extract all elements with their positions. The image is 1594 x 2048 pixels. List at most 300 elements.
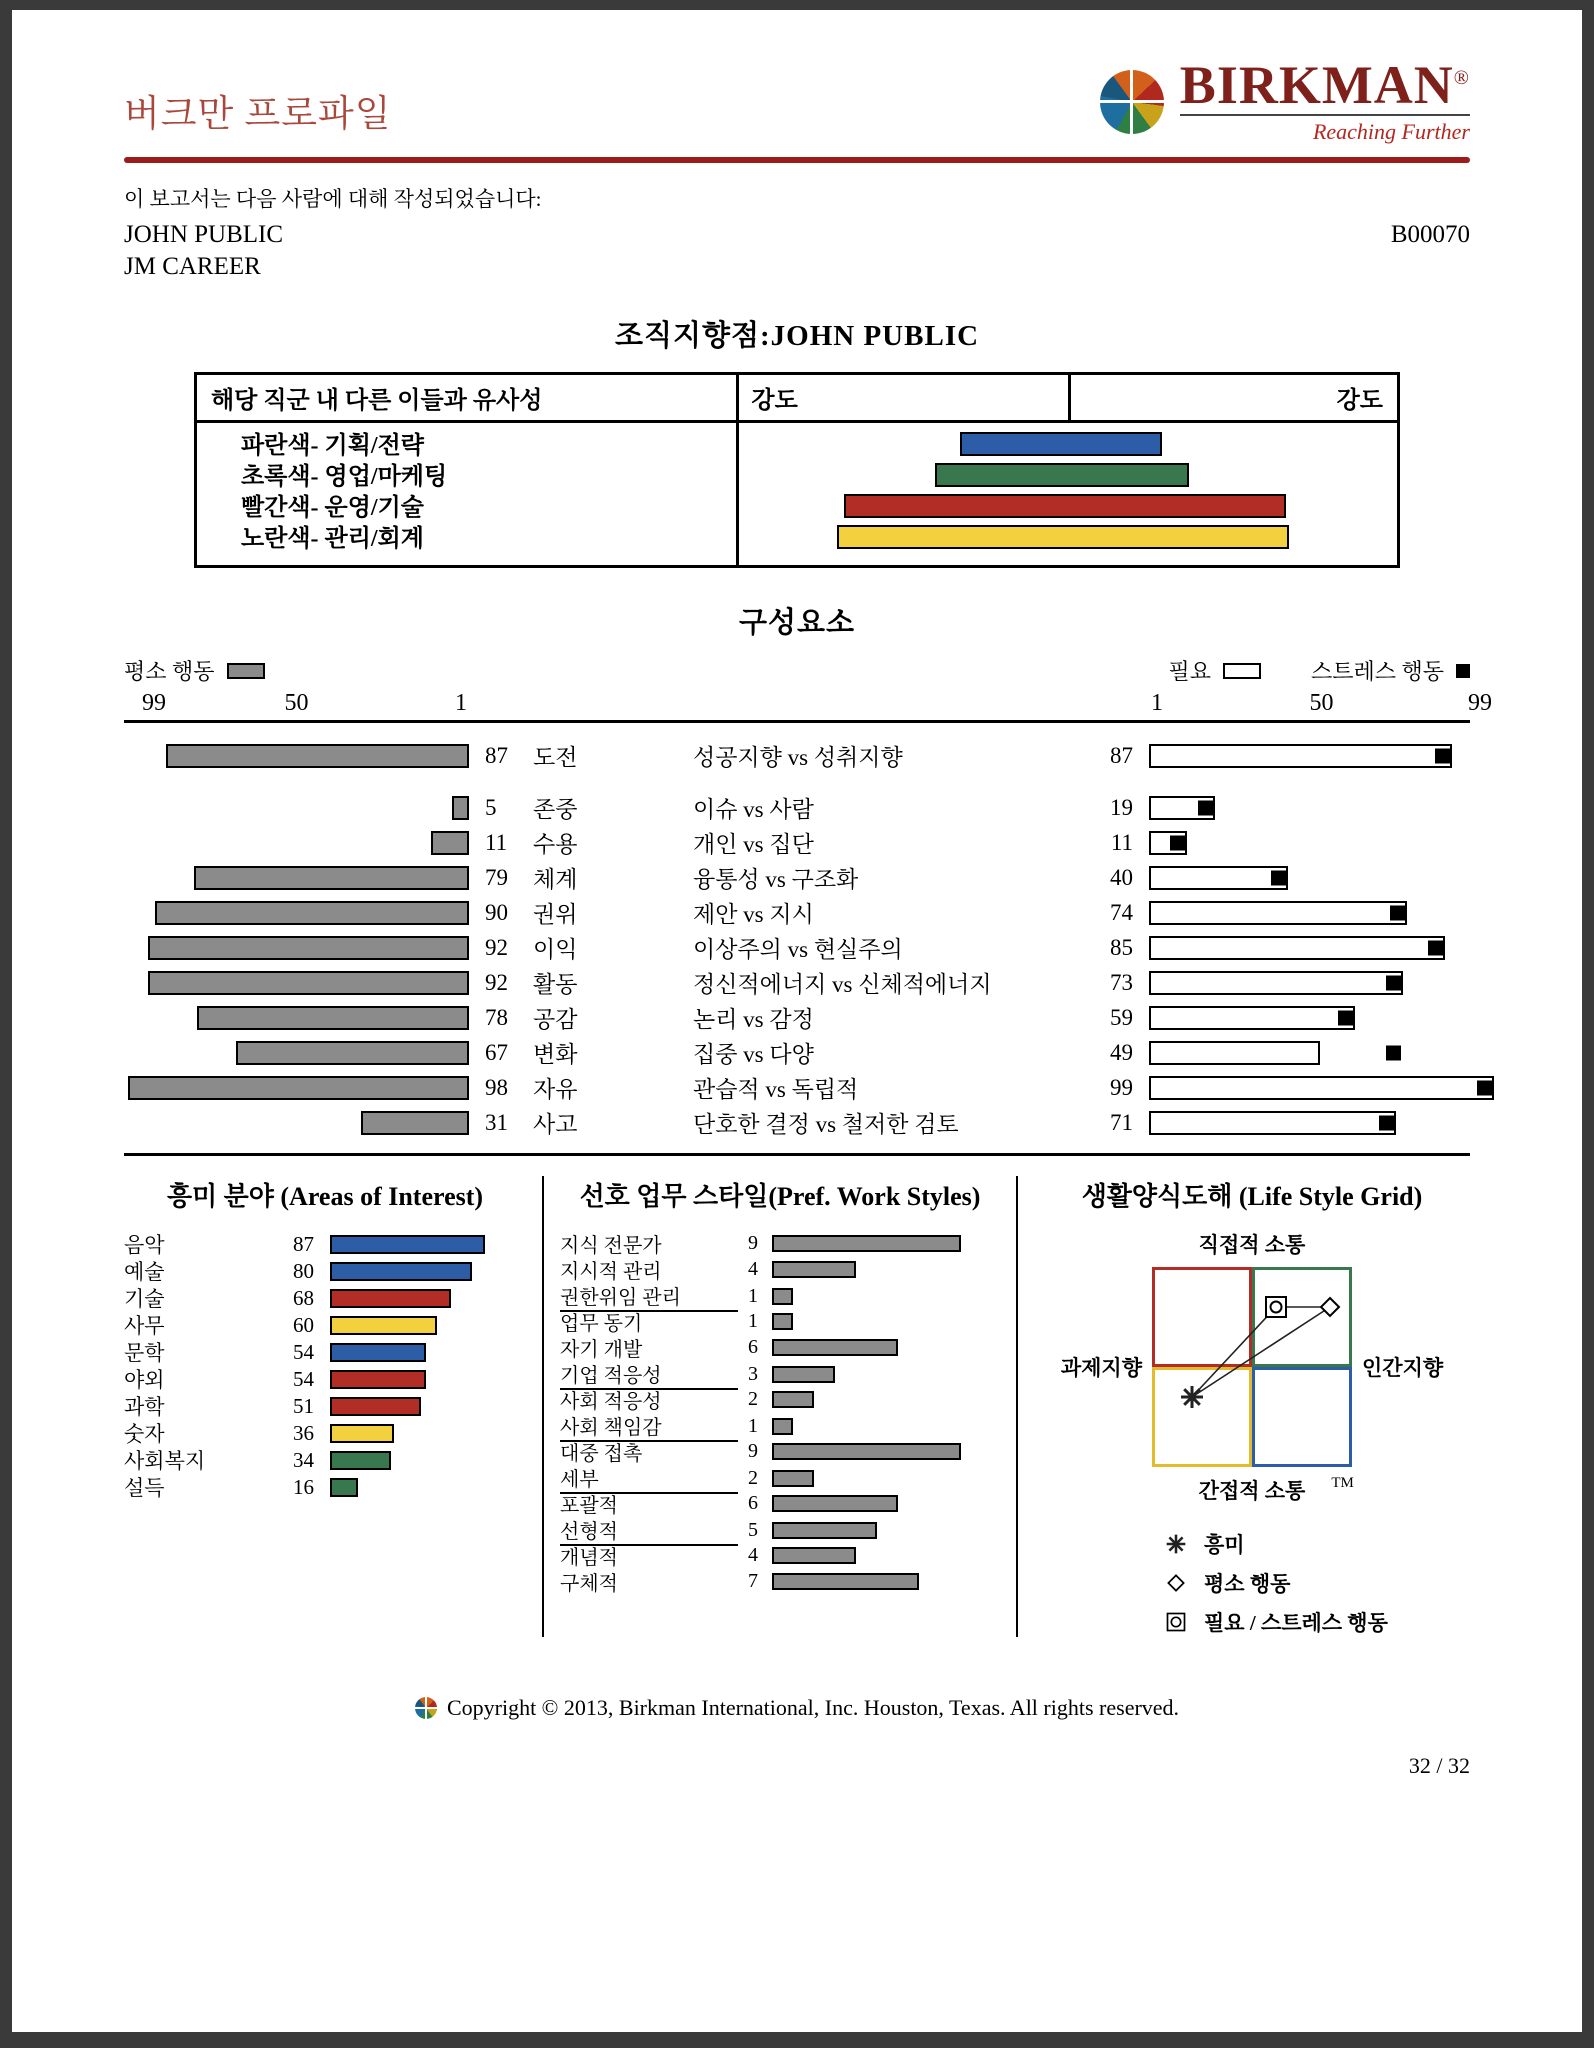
need-value: 87 bbox=[1110, 742, 1133, 768]
interest-bar-cell bbox=[330, 1478, 526, 1497]
report-header bbox=[124, 55, 1470, 281]
workstyle-label: 세부 bbox=[560, 1463, 738, 1494]
need-scale bbox=[1149, 690, 1494, 718]
need-bar-cell bbox=[1149, 1076, 1494, 1100]
interest-value: 54 bbox=[293, 1339, 314, 1364]
workstyle-bar-cell bbox=[772, 1522, 1000, 1539]
need-swatch-icon bbox=[1223, 663, 1261, 679]
interest-label: 숫자 bbox=[124, 1422, 165, 1446]
need-bar bbox=[1149, 1111, 1396, 1135]
square-circle-symbol bbox=[1168, 1614, 1185, 1631]
component-name: 공감 bbox=[533, 1007, 578, 1032]
workstyle-bar bbox=[772, 1573, 919, 1590]
interest-label: 사무 bbox=[124, 1314, 165, 1338]
component-row bbox=[124, 1036, 1470, 1067]
workstyle-value: 1 bbox=[748, 1310, 758, 1332]
workstyle-bar bbox=[772, 1261, 856, 1278]
need-scale-50: 50 bbox=[1309, 690, 1334, 716]
grid-legend-label: 평소 행동 bbox=[1204, 1572, 1291, 1596]
components-title: 구성요소 bbox=[738, 607, 856, 639]
usual-behavior-bar bbox=[155, 901, 469, 925]
workstyle-row bbox=[560, 1541, 1000, 1567]
component-descriptor: 성공지향 vs 성취지향 bbox=[693, 745, 903, 770]
usual-behavior-bar bbox=[431, 831, 469, 855]
asterisk-symbol bbox=[1181, 1386, 1203, 1408]
workstyle-bar bbox=[772, 1522, 877, 1539]
copyright-text: Copyright © 2013, Birkman International, Inc. Houston, Texas. All rights reserved. bbox=[446, 1695, 1180, 1720]
interest-row bbox=[124, 1337, 526, 1364]
usual-value: 90 bbox=[485, 899, 508, 925]
workstyle-label: 선형적 bbox=[560, 1515, 738, 1546]
interest-value: 36 bbox=[293, 1420, 314, 1445]
component-descriptor: 정신적에너지 vs 신체적에너지 bbox=[693, 972, 992, 997]
interest-row bbox=[124, 1229, 526, 1256]
usual-behavior-bar bbox=[148, 936, 469, 960]
interest-bar-cell bbox=[330, 1262, 526, 1281]
registered-mark: ® bbox=[1453, 67, 1470, 89]
workstyle-bar-cell bbox=[772, 1418, 1000, 1435]
asterisk-symbol bbox=[1167, 1535, 1186, 1554]
need-value: 11 bbox=[1110, 829, 1133, 855]
work-styles-title: 선호 업무 스타일(Pref. Work Styles) bbox=[579, 1182, 981, 1211]
workstyle-bar bbox=[772, 1495, 898, 1512]
need-value: 71 bbox=[1110, 1109, 1133, 1135]
usual-value: 31 bbox=[485, 1109, 508, 1135]
usual-behavior-bar bbox=[361, 1111, 469, 1135]
grid-label-direct: 직접적 소통 bbox=[1198, 1233, 1306, 1257]
interest-bar bbox=[330, 1316, 437, 1335]
component-name: 도전 bbox=[533, 745, 578, 770]
interest-bar bbox=[330, 1262, 472, 1281]
need-value: 49 bbox=[1110, 1039, 1133, 1065]
org-strength-bar bbox=[837, 525, 1289, 549]
usual-value: 5 bbox=[485, 794, 497, 820]
workstyle-row bbox=[560, 1281, 1000, 1307]
workstyle-bar bbox=[772, 1235, 961, 1252]
workstyle-bar-cell bbox=[772, 1443, 1000, 1460]
square-circle-symbol bbox=[1266, 1297, 1286, 1317]
workstyle-bar-cell bbox=[772, 1366, 1000, 1383]
interest-bar bbox=[330, 1289, 451, 1308]
usual-bar-cell bbox=[124, 1006, 469, 1030]
component-name: 변화 bbox=[533, 1042, 578, 1067]
workstyle-label: 기업 적응성 bbox=[560, 1359, 738, 1390]
birkman-logo bbox=[1100, 55, 1470, 145]
usual-scale bbox=[124, 690, 469, 718]
diamond-symbol bbox=[1321, 1298, 1339, 1316]
usual-behavior-bar bbox=[452, 796, 469, 820]
usual-bar-cell bbox=[124, 1041, 469, 1065]
life-style-grid-section bbox=[1034, 1176, 1470, 1637]
interest-row bbox=[124, 1472, 526, 1499]
usual-bar-cell bbox=[124, 1111, 469, 1135]
component-row bbox=[124, 931, 1470, 962]
workstyle-bar-cell bbox=[772, 1235, 1000, 1252]
workstyle-rows bbox=[560, 1229, 1000, 1593]
usual-value: 92 bbox=[485, 969, 508, 995]
stress-marker bbox=[1271, 870, 1286, 885]
need-bar-cell bbox=[1149, 936, 1494, 960]
usual-bar-cell bbox=[124, 971, 469, 995]
workstyle-row bbox=[560, 1229, 1000, 1255]
need-value: 19 bbox=[1110, 794, 1133, 820]
column-divider bbox=[542, 1176, 544, 1637]
birkman-wordmark bbox=[1179, 55, 1470, 145]
workstyle-bar bbox=[772, 1288, 793, 1305]
usual-behavior-bar bbox=[148, 971, 469, 995]
interest-bar-cell bbox=[330, 1343, 526, 1362]
workstyle-row bbox=[560, 1307, 1000, 1333]
component-name: 이익 bbox=[533, 937, 578, 962]
workstyle-row bbox=[560, 1437, 1000, 1463]
component-row bbox=[124, 861, 1470, 892]
workstyle-bar-cell bbox=[772, 1391, 1000, 1408]
workstyle-bar-cell bbox=[772, 1261, 1000, 1278]
workstyle-label: 자기 개발 bbox=[560, 1339, 643, 1361]
component-scales bbox=[124, 690, 1492, 718]
need-bar bbox=[1149, 744, 1452, 768]
workstyle-label: 구체적 bbox=[560, 1573, 618, 1595]
asterisk-icon bbox=[1164, 1532, 1188, 1556]
workstyle-bar-cell bbox=[772, 1547, 1000, 1564]
interest-value: 87 bbox=[293, 1231, 314, 1256]
workstyle-row bbox=[560, 1489, 1000, 1515]
need-bar-cell bbox=[1149, 744, 1494, 768]
need-value: 99 bbox=[1110, 1074, 1133, 1100]
stress-marker bbox=[1386, 1045, 1401, 1060]
grid-legend bbox=[1034, 1529, 1470, 1637]
interest-bar bbox=[330, 1235, 485, 1254]
interest-row bbox=[124, 1418, 526, 1445]
need-value: 74 bbox=[1110, 899, 1133, 925]
workstyle-value: 9 bbox=[748, 1232, 758, 1254]
usual-bar-cell bbox=[124, 901, 469, 925]
lifestyle-grid bbox=[1152, 1267, 1352, 1467]
component-name: 권위 bbox=[533, 902, 578, 927]
workstyle-label: 권한위임 관리 bbox=[560, 1281, 738, 1312]
component-descriptor: 이슈 vs 사람 bbox=[693, 797, 814, 822]
usual-bar-cell bbox=[124, 866, 469, 890]
workstyle-bar bbox=[772, 1366, 835, 1383]
components-legend bbox=[124, 655, 1470, 686]
component-name: 체계 bbox=[533, 867, 578, 892]
areas-of-interest-section bbox=[124, 1176, 526, 1637]
workstyle-bar-cell bbox=[772, 1313, 1000, 1330]
components-bottom-rule bbox=[124, 1153, 1470, 1156]
interest-value: 16 bbox=[293, 1474, 314, 1499]
need-bar-cell bbox=[1149, 1041, 1494, 1065]
workstyle-label: 포괄적 bbox=[560, 1495, 618, 1517]
workstyle-label: 지시적 관리 bbox=[560, 1261, 662, 1283]
report-intro-text: 이 보고서는 다음 사람에 대해 작성되었습니다: bbox=[124, 187, 542, 211]
workstyle-row bbox=[560, 1359, 1000, 1385]
component-rows bbox=[124, 723, 1470, 1151]
interests-title: 흥미 분야 (Areas of Interest) bbox=[166, 1182, 484, 1211]
interest-label: 문학 bbox=[124, 1341, 165, 1365]
grid-label-task: 과제지향 bbox=[1060, 1356, 1142, 1380]
component-descriptor: 단호한 결정 vs 철저한 검토 bbox=[693, 1112, 959, 1137]
interest-bar-cell bbox=[330, 1235, 526, 1254]
workstyle-label: 지식 전문가 bbox=[560, 1235, 662, 1257]
square-circle-icon bbox=[1164, 1610, 1188, 1634]
workstyle-value: 2 bbox=[748, 1388, 758, 1410]
need-bar bbox=[1149, 971, 1403, 995]
component-row bbox=[124, 1106, 1470, 1137]
report-page bbox=[12, 10, 1582, 2032]
interest-row bbox=[124, 1391, 526, 1418]
workstyle-value: 6 bbox=[748, 1492, 758, 1514]
org-strength-bar bbox=[935, 463, 1189, 487]
interest-label: 기술 bbox=[124, 1287, 165, 1311]
interest-value: 34 bbox=[293, 1447, 314, 1472]
workstyle-label: 사회 책임감 bbox=[560, 1411, 738, 1442]
interest-bar bbox=[330, 1370, 426, 1389]
person-name: JOHN PUBLIC bbox=[124, 221, 284, 248]
workstyle-label: 업무 동기 bbox=[560, 1313, 643, 1335]
org-strength-bar bbox=[844, 494, 1286, 518]
workstyle-row bbox=[560, 1515, 1000, 1541]
component-row bbox=[124, 1071, 1470, 1102]
need-bar-cell bbox=[1149, 971, 1494, 995]
workstyle-bar bbox=[772, 1418, 793, 1435]
grid-legend-item bbox=[1164, 1568, 1290, 1598]
component-name: 활동 bbox=[533, 972, 578, 997]
workstyle-bar-cell bbox=[772, 1573, 1000, 1590]
need-bar bbox=[1149, 901, 1407, 925]
usual-value: 78 bbox=[485, 1004, 508, 1030]
org-row-label: 초록색- 영업/마케팅 bbox=[241, 464, 448, 490]
lifestyle-grid-plot bbox=[1152, 1267, 1352, 1467]
need-scale-1: 1 bbox=[1151, 690, 1163, 716]
component-descriptor: 논리 vs 감정 bbox=[693, 1007, 814, 1032]
usual-behavior-bar bbox=[194, 866, 469, 890]
org-row-label: 파란색- 기획/전략 bbox=[241, 433, 424, 459]
need-bar bbox=[1149, 1041, 1320, 1065]
diamond-icon bbox=[1164, 1571, 1188, 1595]
org-bars bbox=[739, 423, 1397, 565]
workstyle-bar bbox=[772, 1391, 814, 1408]
stress-marker bbox=[1390, 905, 1405, 920]
work-styles-section bbox=[560, 1176, 1000, 1637]
interest-bar-cell bbox=[330, 1370, 526, 1389]
workstyle-value: 4 bbox=[748, 1258, 758, 1280]
component-row bbox=[124, 896, 1470, 927]
workstyle-row bbox=[560, 1567, 1000, 1593]
column-divider bbox=[1016, 1176, 1018, 1637]
interest-bar bbox=[330, 1451, 391, 1470]
interest-bar-cell bbox=[330, 1451, 526, 1470]
usual-bar-cell bbox=[124, 744, 469, 768]
grid-legend-item bbox=[1164, 1607, 1388, 1637]
org-header-similarity: 해당 직군 내 다른 이들과 유사성 bbox=[197, 375, 739, 420]
grid-legend-label: 필요 / 스트레스 행동 bbox=[1204, 1611, 1388, 1635]
interest-label: 예술 bbox=[124, 1260, 165, 1284]
copyright-line bbox=[124, 1695, 1470, 1721]
life-style-grid-title: 생활양식도해 (Life Style Grid) bbox=[1081, 1182, 1423, 1211]
workstyle-value: 1 bbox=[748, 1285, 758, 1307]
workstyle-bar-cell bbox=[772, 1288, 1000, 1305]
page-number: 32 / 32 bbox=[1408, 1753, 1470, 1778]
workstyle-value: 9 bbox=[748, 1440, 758, 1462]
usual-scale-99: 99 bbox=[142, 690, 166, 716]
birkman-mosaic-icon bbox=[1100, 70, 1164, 134]
workstyle-bar-cell bbox=[772, 1495, 1000, 1512]
need-bar bbox=[1149, 866, 1288, 890]
need-bar bbox=[1149, 936, 1445, 960]
org-header-strength-left: 강도 bbox=[739, 375, 1070, 420]
component-name: 수용 bbox=[533, 832, 578, 857]
need-value: 85 bbox=[1110, 934, 1133, 960]
org-labels bbox=[197, 423, 739, 565]
usual-behavior-swatch-icon bbox=[227, 663, 265, 679]
stress-marker bbox=[1338, 1010, 1353, 1025]
stress-marker bbox=[1435, 748, 1450, 763]
interest-row bbox=[124, 1445, 526, 1472]
interest-label: 음악 bbox=[124, 1233, 165, 1257]
workstyle-value: 1 bbox=[748, 1415, 758, 1437]
interest-value: 54 bbox=[293, 1366, 314, 1391]
usual-value: 11 bbox=[485, 829, 508, 855]
diamond-symbol bbox=[1168, 1575, 1183, 1590]
usual-value: 87 bbox=[485, 742, 508, 768]
component-name: 존중 bbox=[533, 797, 578, 822]
workstyle-bar bbox=[772, 1547, 856, 1564]
interest-bar-cell bbox=[330, 1397, 526, 1416]
interest-bar-cell bbox=[330, 1289, 526, 1308]
usual-value: 92 bbox=[485, 934, 508, 960]
interest-label: 사회복지 bbox=[124, 1449, 206, 1473]
brand-name: BIRKMAN bbox=[1179, 55, 1454, 115]
component-descriptor: 제안 vs 지시 bbox=[693, 902, 814, 927]
usual-behavior-bar bbox=[197, 1006, 469, 1030]
usual-bar-cell bbox=[124, 831, 469, 855]
need-bar-cell bbox=[1149, 1111, 1494, 1135]
usual-value: 67 bbox=[485, 1039, 508, 1065]
org-row-label: 노란색- 관리/회계 bbox=[241, 526, 424, 552]
need-bar-cell bbox=[1149, 831, 1494, 855]
workstyle-bar bbox=[772, 1313, 793, 1330]
workstyle-label: 사회 적응성 bbox=[560, 1391, 662, 1413]
need-bar-cell bbox=[1149, 796, 1494, 820]
component-descriptor: 관습적 vs 독립적 bbox=[693, 1077, 859, 1102]
component-descriptor: 개인 vs 집단 bbox=[693, 832, 814, 857]
stress-marker bbox=[1379, 1115, 1394, 1130]
workstyle-value: 4 bbox=[748, 1544, 758, 1566]
component-row bbox=[124, 1001, 1470, 1032]
usual-behavior-bar bbox=[236, 1041, 469, 1065]
trademark-label: TM bbox=[1331, 1475, 1354, 1491]
org-row-label: 빨간색- 운영/기술 bbox=[241, 495, 424, 521]
workstyle-row bbox=[560, 1411, 1000, 1437]
workstyle-value: 7 bbox=[748, 1570, 758, 1592]
need-bar-cell bbox=[1149, 1006, 1494, 1030]
usual-bar-cell bbox=[124, 796, 469, 820]
component-name: 사고 bbox=[533, 1112, 578, 1137]
org-strength-bar bbox=[960, 432, 1162, 456]
interest-value: 80 bbox=[293, 1258, 314, 1283]
workstyle-row bbox=[560, 1463, 1000, 1489]
usual-scale-1: 1 bbox=[455, 690, 467, 716]
usual-value: 79 bbox=[485, 864, 508, 890]
stress-marker bbox=[1428, 940, 1443, 955]
header-divider-rule bbox=[124, 157, 1470, 163]
workstyle-bar bbox=[772, 1443, 961, 1460]
workstyle-bar-cell bbox=[772, 1339, 1000, 1356]
need-bar bbox=[1149, 1006, 1355, 1030]
interest-label: 야외 bbox=[124, 1368, 165, 1392]
usual-bar-cell bbox=[124, 1076, 469, 1100]
interest-bar bbox=[330, 1343, 426, 1362]
need-value: 40 bbox=[1110, 864, 1133, 890]
component-row bbox=[124, 966, 1470, 997]
usual-behavior-bar bbox=[166, 744, 469, 768]
need-bar-cell bbox=[1149, 901, 1494, 925]
need-bar bbox=[1149, 1076, 1494, 1100]
need-bar-cell bbox=[1149, 866, 1494, 890]
interest-bar-cell bbox=[330, 1316, 526, 1335]
need-value: 73 bbox=[1110, 969, 1133, 995]
component-descriptor: 이상주의 vs 현실주의 bbox=[693, 937, 903, 962]
interest-label: 설득 bbox=[124, 1476, 165, 1500]
page-title: 버크만 프로파일 bbox=[124, 94, 392, 135]
interest-bar bbox=[330, 1478, 358, 1497]
workstyle-row bbox=[560, 1385, 1000, 1411]
component-descriptor: 융통성 vs 구조화 bbox=[693, 867, 859, 892]
grid-legend-item bbox=[1164, 1529, 1245, 1559]
grid-legend-label: 흥미 bbox=[1204, 1533, 1245, 1557]
usual-behavior-legend-label: 평소 행동 bbox=[124, 659, 215, 684]
interest-rows bbox=[124, 1229, 526, 1499]
grid-label-indirect: 간접적 소통 bbox=[1198, 1479, 1306, 1503]
need-value: 59 bbox=[1110, 1004, 1133, 1030]
need-legend-label: 필요 bbox=[1168, 659, 1211, 684]
person-org: JM CAREER bbox=[124, 253, 261, 280]
brand-tagline: Reaching Further bbox=[1180, 114, 1470, 145]
interest-row bbox=[124, 1310, 526, 1337]
component-row bbox=[124, 826, 1470, 857]
org-table-header bbox=[197, 375, 1397, 423]
usual-bar-cell bbox=[124, 936, 469, 960]
need-scale-99: 99 bbox=[1468, 690, 1492, 716]
workstyle-bar bbox=[772, 1339, 898, 1356]
stress-marker bbox=[1477, 1080, 1492, 1095]
stress-legend-label: 스트레스 행동 bbox=[1310, 659, 1444, 684]
workstyle-label: 개념적 bbox=[560, 1547, 618, 1569]
workstyle-value: 3 bbox=[748, 1363, 758, 1385]
workstyle-bar bbox=[772, 1470, 814, 1487]
component-row bbox=[124, 739, 1470, 770]
component-row bbox=[124, 791, 1470, 822]
report-id: B00070 bbox=[1390, 221, 1470, 248]
stress-marker bbox=[1386, 975, 1401, 990]
interest-row bbox=[124, 1256, 526, 1283]
interest-bar-cell bbox=[330, 1424, 526, 1443]
workstyle-row bbox=[560, 1333, 1000, 1359]
org-focus-title: 조직지향점:JOHN PUBLIC bbox=[614, 320, 980, 352]
workstyle-value: 2 bbox=[748, 1467, 758, 1489]
org-focus-table bbox=[194, 372, 1400, 568]
usual-behavior-bar bbox=[128, 1076, 470, 1100]
interest-label: 과학 bbox=[124, 1395, 165, 1419]
org-header-strength-right: 강도 bbox=[1336, 388, 1383, 414]
interest-bar bbox=[330, 1424, 394, 1443]
grid-label-people: 인간지향 bbox=[1362, 1356, 1444, 1380]
workstyle-row bbox=[560, 1255, 1000, 1281]
birkman-mosaic-small-icon bbox=[415, 1697, 437, 1719]
stress-marker bbox=[1170, 835, 1185, 850]
interest-row bbox=[124, 1283, 526, 1310]
interest-row bbox=[124, 1364, 526, 1391]
